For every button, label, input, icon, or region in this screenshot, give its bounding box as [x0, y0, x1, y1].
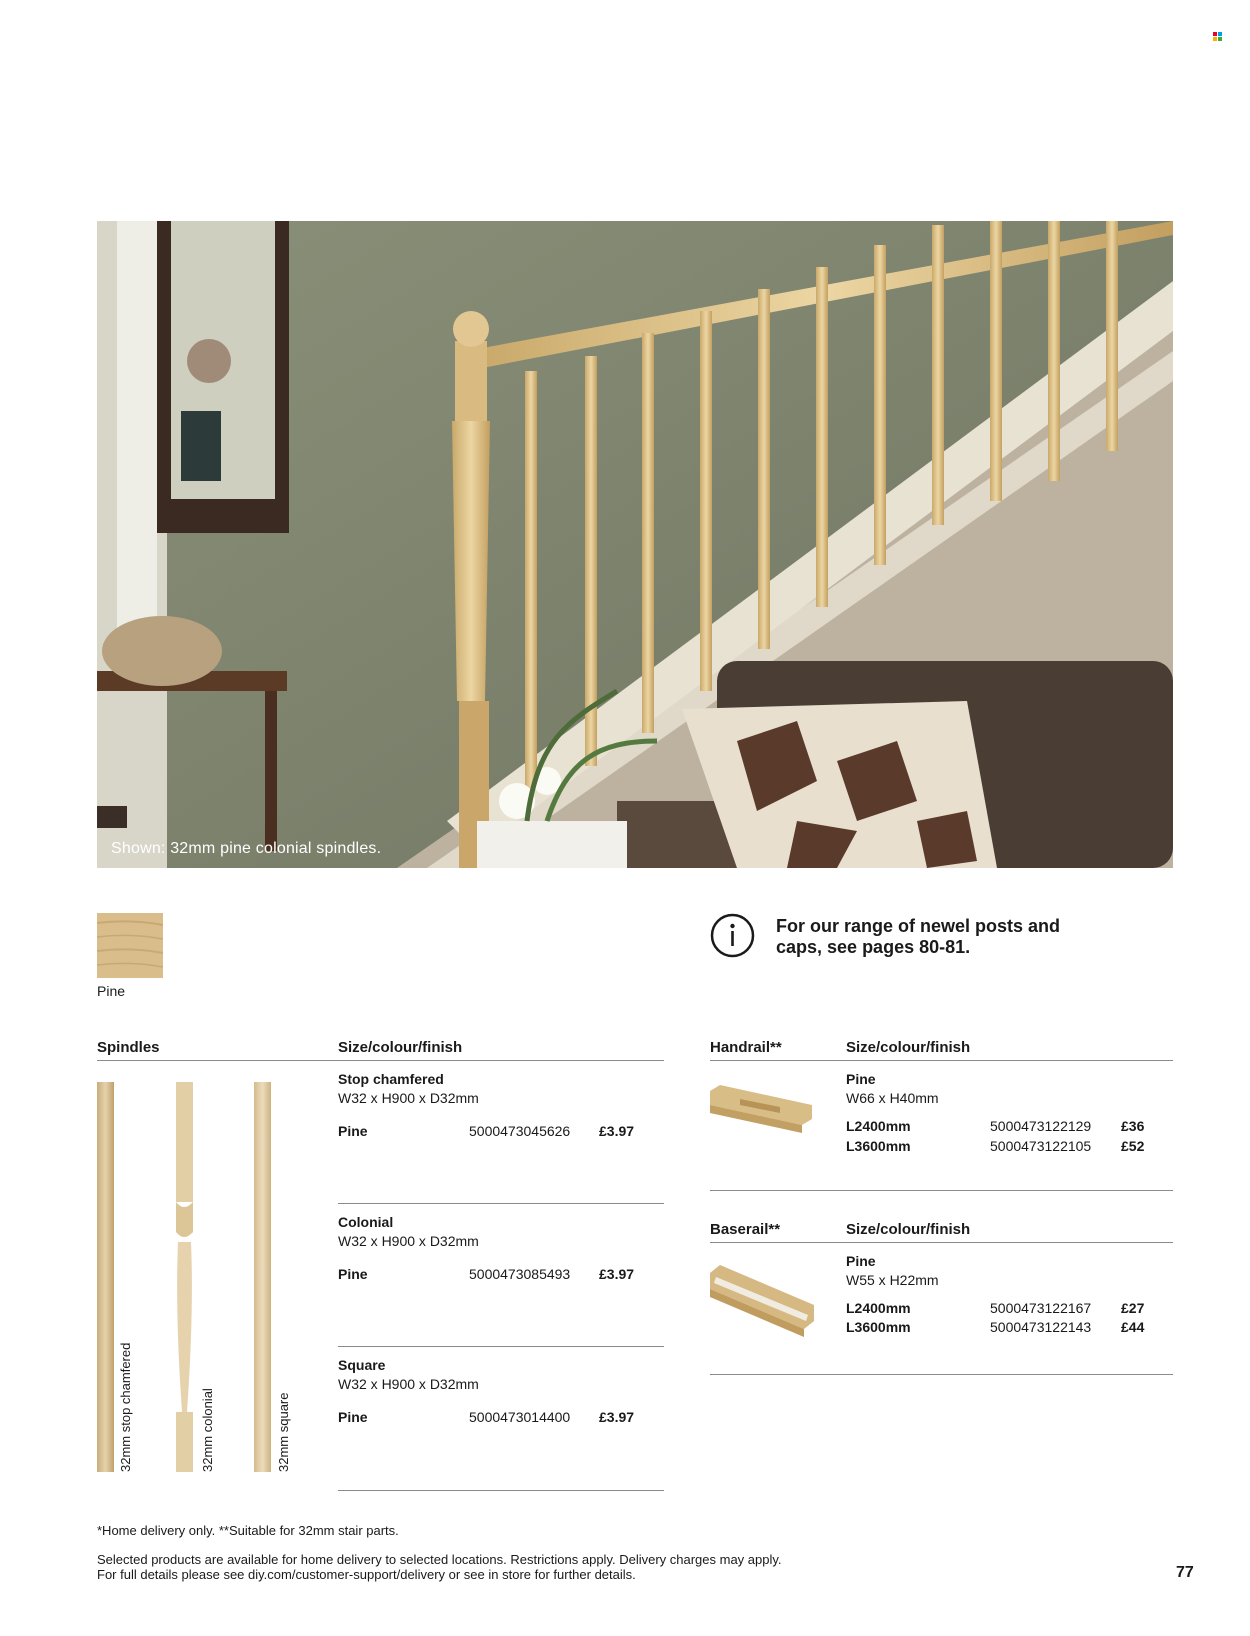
- divider: [710, 1242, 1173, 1243]
- product-name: Colonial: [338, 1214, 394, 1230]
- staircase-illustration: [97, 221, 1173, 868]
- handrail-column-heading: Size/colour/finish: [846, 1039, 971, 1056]
- handrail-heading: Handrail**: [710, 1039, 782, 1056]
- handrail-row: [846, 1138, 1173, 1156]
- square-spindle-image: [254, 1082, 271, 1472]
- product-row: [338, 1409, 638, 1427]
- footnote: *Home delivery only. **Suitable for 32mm stair parts.: [97, 1523, 399, 1538]
- baserail-row: [846, 1319, 1173, 1337]
- product-code: 5000473122129: [990, 1118, 1092, 1134]
- baserail-heading: Baserail**: [710, 1221, 781, 1238]
- pine-swatch: [97, 913, 163, 978]
- baserail-finish: Pine: [846, 1253, 876, 1269]
- baserail-row: [846, 1300, 1173, 1318]
- stop-chamfered-spindle-image: [97, 1082, 114, 1472]
- spindle-label-square: 32mm square: [276, 1392, 291, 1472]
- product-code: 5000473045626: [469, 1123, 571, 1139]
- delivery-notice-line: Selected products are available for home delivery to selected locations. Restrictions apply. Delivery charges may apply.: [97, 1552, 782, 1567]
- divider: [338, 1203, 664, 1204]
- product-price: £3.97: [599, 1266, 635, 1282]
- product-price: £3.97: [599, 1409, 635, 1425]
- product-dimensions: W32 x H900 x D32mm: [338, 1233, 479, 1249]
- product-code: 5000473122167: [990, 1300, 1092, 1316]
- handrail-finish: Pine: [846, 1071, 876, 1087]
- page-number: 77: [1176, 1564, 1194, 1581]
- delivery-notice-line: For full details please see diy.com/customer-support/delivery or see in store for further details.: [97, 1567, 636, 1582]
- handrail-image: [710, 1085, 812, 1133]
- divider: [710, 1190, 1173, 1191]
- spindle-label-colonial: 32mm colonial: [200, 1388, 215, 1472]
- baserail-image: [710, 1265, 814, 1337]
- divider: [710, 1060, 1173, 1061]
- divider: [710, 1374, 1173, 1375]
- product-finish: Pine: [338, 1123, 368, 1139]
- divider: [338, 1346, 664, 1347]
- info-callout-text: For our range of newel posts and caps, see pages 80-81.: [776, 916, 1061, 957]
- product-name: Stop chamfered: [338, 1071, 444, 1087]
- handrail-dimensions: W66 x H40mm: [846, 1090, 939, 1106]
- handrail-row: [846, 1118, 1173, 1136]
- product-code: 5000473122143: [990, 1319, 1092, 1335]
- length: L2400mm: [846, 1118, 911, 1134]
- product-row: [338, 1266, 638, 1284]
- baserail-column-heading: Size/colour/finish: [846, 1221, 971, 1238]
- brand-logo-mark: [1213, 32, 1222, 41]
- colonial-spindle-image: [175, 1082, 194, 1472]
- spindle-label-stop-chamfered: 32mm stop chamfered: [118, 1342, 133, 1472]
- product-finish: Pine: [338, 1409, 368, 1425]
- product-code: 5000473085493: [469, 1266, 571, 1282]
- product-dimensions: W32 x H900 x D32mm: [338, 1376, 479, 1392]
- product-price: £36: [1121, 1118, 1145, 1134]
- product-price: £44: [1121, 1319, 1145, 1335]
- product-finish: Pine: [338, 1266, 368, 1282]
- swatch-label: Pine: [97, 983, 126, 999]
- photo-caption: Shown: 32mm pine colonial spindles.: [111, 840, 382, 857]
- product-row: [338, 1123, 638, 1141]
- delivery-notice: [97, 1552, 782, 1582]
- staircase-photo: [97, 221, 1173, 868]
- divider: [97, 1060, 664, 1061]
- length: L3600mm: [846, 1319, 911, 1335]
- product-code: 5000473122105: [990, 1138, 1092, 1154]
- product-price: £3.97: [599, 1123, 635, 1139]
- length: L3600mm: [846, 1138, 911, 1154]
- product-code: 5000473014400: [469, 1409, 571, 1425]
- spindles-heading: Spindles: [97, 1039, 160, 1056]
- divider: [338, 1490, 664, 1491]
- wood-grain: [97, 913, 163, 978]
- colonial-spindle-shape: [175, 1082, 194, 1472]
- baserail-dimensions: W55 x H22mm: [846, 1272, 939, 1288]
- spindles-column-heading: Size/colour/finish: [338, 1039, 463, 1056]
- product-price: £52: [1121, 1138, 1145, 1154]
- product-name: Square: [338, 1357, 386, 1373]
- length: L2400mm: [846, 1300, 911, 1316]
- product-dimensions: W32 x H900 x D32mm: [338, 1090, 479, 1106]
- product-price: £27: [1121, 1300, 1145, 1316]
- info-icon: [710, 913, 755, 958]
